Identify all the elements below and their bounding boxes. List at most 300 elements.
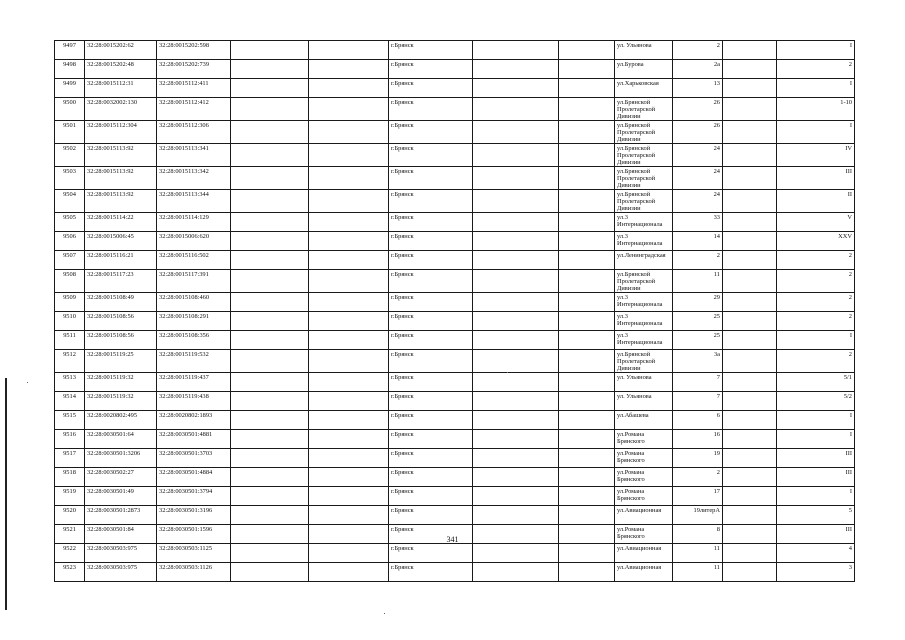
empty-cell	[559, 79, 615, 98]
apartment-number: 2	[777, 270, 855, 293]
cadastral-number-object: 32:28:0030501:4881	[157, 430, 231, 449]
empty-cell	[309, 487, 389, 506]
empty-cell	[559, 232, 615, 251]
empty-cell	[309, 190, 389, 213]
table-row	[55, 468, 855, 487]
row-number: 9519	[55, 487, 85, 506]
cadastral-number-land: 32:28:0030501:2873	[85, 506, 157, 525]
house-number: 24	[673, 167, 723, 190]
empty-cell	[309, 167, 389, 190]
cadastral-number-land: 32:28:0015113:92	[85, 144, 157, 167]
apartment-number: I	[777, 331, 855, 350]
empty-cell	[723, 60, 777, 79]
apartment-number: 3	[777, 563, 855, 582]
empty-cell	[723, 167, 777, 190]
empty-cell	[559, 60, 615, 79]
empty-cell	[559, 213, 615, 232]
cadastral-number-land: 32:28:0030502:27	[85, 468, 157, 487]
city-cell: г.Брянск	[389, 373, 473, 392]
empty-cell	[231, 411, 309, 430]
cadastral-number-land: 32:28:0015108:56	[85, 331, 157, 350]
street-cell: ул.Брянской Пролетарской Дивизии	[615, 144, 673, 167]
city-cell: г.Брянск	[389, 251, 473, 270]
empty-cell	[723, 506, 777, 525]
table-row	[55, 60, 855, 79]
apartment-number: I	[777, 487, 855, 506]
empty-cell	[473, 449, 559, 468]
house-number: 19литерА	[673, 506, 723, 525]
cadastral-number-land: 32:28:0015202:62	[85, 41, 157, 60]
empty-cell	[231, 430, 309, 449]
empty-cell	[723, 98, 777, 121]
street-cell: ул.Бурова	[615, 60, 673, 79]
empty-cell	[559, 331, 615, 350]
empty-cell	[231, 98, 309, 121]
empty-cell	[309, 392, 389, 411]
row-number: 9518	[55, 468, 85, 487]
empty-cell	[231, 213, 309, 232]
empty-cell	[231, 144, 309, 167]
cadastral-number-land: 32:28:0015114:22	[85, 213, 157, 232]
house-number: 2	[673, 41, 723, 60]
city-cell: г.Брянск	[389, 98, 473, 121]
empty-cell	[559, 312, 615, 331]
empty-cell	[473, 98, 559, 121]
house-number: 25	[673, 312, 723, 331]
empty-cell	[559, 449, 615, 468]
empty-cell	[309, 331, 389, 350]
row-number: 9497	[55, 41, 85, 60]
house-number: 24	[673, 144, 723, 167]
street-cell: ул.Харьковская	[615, 79, 673, 98]
table-row	[55, 190, 855, 213]
table-row	[55, 213, 855, 232]
row-number: 9508	[55, 270, 85, 293]
street-cell: ул.Брянской Пролетарской Дивизии	[615, 350, 673, 373]
empty-cell	[473, 251, 559, 270]
house-number: 8	[673, 525, 723, 544]
apartment-number: 5/2	[777, 392, 855, 411]
scan-speck	[507, 372, 508, 373]
house-number: 19	[673, 449, 723, 468]
apartment-number: III	[777, 525, 855, 544]
empty-cell	[559, 251, 615, 270]
cadastral-number-object: 32:28:0015108:356	[157, 331, 231, 350]
cadastral-number-object: 32:28:0015119:438	[157, 392, 231, 411]
table-row	[55, 487, 855, 506]
empty-cell	[473, 331, 559, 350]
street-cell: ул.Авиационная	[615, 506, 673, 525]
cadastral-number-land: 32:28:0030501:64	[85, 430, 157, 449]
empty-cell	[559, 430, 615, 449]
empty-cell	[231, 487, 309, 506]
cadastral-number-land: 32:28:0015113:92	[85, 167, 157, 190]
row-number: 9499	[55, 79, 85, 98]
row-number: 9502	[55, 144, 85, 167]
empty-cell	[309, 411, 389, 430]
row-number: 9507	[55, 251, 85, 270]
city-cell: г.Брянск	[389, 79, 473, 98]
empty-cell	[231, 60, 309, 79]
city-cell: г.Брянск	[389, 60, 473, 79]
house-number: 11	[673, 544, 723, 563]
city-cell: г.Брянск	[389, 487, 473, 506]
street-cell: ул. Ульянова	[615, 392, 673, 411]
empty-cell	[559, 270, 615, 293]
cadastral-number-object: 32:28:0030503:1126	[157, 563, 231, 582]
city-cell: г.Брянск	[389, 525, 473, 544]
street-cell: ул.Ленинградская	[615, 251, 673, 270]
city-cell: г.Брянск	[389, 293, 473, 312]
table-row	[55, 144, 855, 167]
empty-cell	[559, 190, 615, 213]
empty-cell	[231, 41, 309, 60]
table-row	[55, 270, 855, 293]
house-number: 33	[673, 213, 723, 232]
empty-cell	[473, 392, 559, 411]
empty-cell	[723, 563, 777, 582]
cadastral-number-land: 32:28:0030501:3206	[85, 449, 157, 468]
table-row	[55, 312, 855, 331]
scan-speck	[27, 382, 28, 383]
empty-cell	[473, 270, 559, 293]
cadastral-number-land: 32:28:0030503:975	[85, 563, 157, 582]
empty-cell	[723, 144, 777, 167]
house-number: 13	[673, 79, 723, 98]
table-row	[55, 373, 855, 392]
empty-cell	[559, 167, 615, 190]
empty-cell	[559, 392, 615, 411]
empty-cell	[473, 41, 559, 60]
empty-cell	[473, 506, 559, 525]
cadastral-number-object: 32:28:0015113:344	[157, 190, 231, 213]
street-cell: ул.Романа Брянского	[615, 430, 673, 449]
empty-cell	[723, 331, 777, 350]
row-number: 9516	[55, 430, 85, 449]
row-number: 9513	[55, 373, 85, 392]
row-number: 9505	[55, 213, 85, 232]
cadastral-number-object: 32:28:0015116:502	[157, 251, 231, 270]
empty-cell	[309, 506, 389, 525]
apartment-number: III	[777, 449, 855, 468]
cadastral-number-land: 32:28:0015108:56	[85, 312, 157, 331]
cadastral-number-object: 32:28:0015108:460	[157, 293, 231, 312]
empty-cell	[723, 270, 777, 293]
empty-cell	[723, 232, 777, 251]
empty-cell	[473, 468, 559, 487]
empty-cell	[473, 487, 559, 506]
empty-cell	[231, 449, 309, 468]
empty-cell	[473, 312, 559, 331]
table-row	[55, 506, 855, 525]
city-cell: г.Брянск	[389, 544, 473, 563]
city-cell: г.Брянск	[389, 213, 473, 232]
registry-body	[55, 41, 855, 582]
house-number: 2а	[673, 60, 723, 79]
house-number: 6	[673, 411, 723, 430]
house-number: 26	[673, 121, 723, 144]
row-number: 9498	[55, 60, 85, 79]
empty-cell	[723, 430, 777, 449]
empty-cell	[559, 468, 615, 487]
empty-cell	[723, 79, 777, 98]
empty-cell	[231, 312, 309, 331]
empty-cell	[559, 563, 615, 582]
city-cell: г.Брянск	[389, 350, 473, 373]
street-cell: ул.Романа Брянского	[615, 468, 673, 487]
empty-cell	[231, 293, 309, 312]
cadastral-number-land: 32:28:0015006:45	[85, 232, 157, 251]
cadastral-number-object: 32:28:0015119:532	[157, 350, 231, 373]
row-number: 9520	[55, 506, 85, 525]
cadastral-number-land: 32:28:0015116:21	[85, 251, 157, 270]
empty-cell	[309, 60, 389, 79]
empty-cell	[473, 213, 559, 232]
table-row	[55, 411, 855, 430]
empty-cell	[231, 251, 309, 270]
empty-cell	[309, 121, 389, 144]
empty-cell	[723, 468, 777, 487]
empty-cell	[473, 544, 559, 563]
street-cell: ул. Ульянова	[615, 41, 673, 60]
cadastral-number-land: 32:28:0015119:32	[85, 392, 157, 411]
cadastral-number-object: 32:28:0015112:412	[157, 98, 231, 121]
table-row	[55, 544, 855, 563]
empty-cell	[473, 144, 559, 167]
cadastral-number-object: 32:28:0030503:1125	[157, 544, 231, 563]
street-cell: ул.Брянской Пролетарской Дивизии	[615, 121, 673, 144]
street-cell: ул.Романа Брянского	[615, 525, 673, 544]
cadastral-number-object: 32:28:0015202:739	[157, 60, 231, 79]
empty-cell	[231, 331, 309, 350]
row-number: 9523	[55, 563, 85, 582]
street-cell: ул.Романа Брянского	[615, 487, 673, 506]
empty-cell	[723, 487, 777, 506]
table-row	[55, 331, 855, 350]
empty-cell	[309, 563, 389, 582]
cadastral-number-land: 32:28:0015112:31	[85, 79, 157, 98]
empty-cell	[723, 373, 777, 392]
page-number: 341	[446, 535, 459, 544]
cadastral-number-object: 32:28:0015006:620	[157, 232, 231, 251]
apartment-number: XXV	[777, 232, 855, 251]
table-row	[55, 350, 855, 373]
house-number: 14	[673, 232, 723, 251]
empty-cell	[559, 41, 615, 60]
house-number: 26	[673, 98, 723, 121]
house-number: 3а	[673, 350, 723, 373]
empty-cell	[309, 144, 389, 167]
table-row	[55, 563, 855, 582]
empty-cell	[309, 350, 389, 373]
cadastral-number-object: 32:28:0015108:291	[157, 312, 231, 331]
apartment-number: I	[777, 79, 855, 98]
street-cell: ул.Брянской Пролетарской Дивизии	[615, 190, 673, 213]
house-number: 2	[673, 468, 723, 487]
table-row	[55, 392, 855, 411]
apartment-number: III	[777, 167, 855, 190]
apartment-number: 1-10	[777, 98, 855, 121]
apartment-number: 2	[777, 60, 855, 79]
apartment-number: 4	[777, 544, 855, 563]
empty-cell	[473, 232, 559, 251]
cadastral-number-land: 32:28:0020802:495	[85, 411, 157, 430]
empty-cell	[723, 293, 777, 312]
city-cell: г.Брянск	[389, 167, 473, 190]
street-cell: ул.Романа Брянского	[615, 449, 673, 468]
empty-cell	[723, 190, 777, 213]
cadastral-number-object: 32:28:0015113:341	[157, 144, 231, 167]
city-cell: г.Брянск	[389, 506, 473, 525]
row-number: 9501	[55, 121, 85, 144]
table-row	[55, 98, 855, 121]
apartment-number: IV	[777, 144, 855, 167]
apartment-number: 2	[777, 251, 855, 270]
street-cell: ул.3 Интернационала	[615, 331, 673, 350]
street-cell: ул.3 Интернационала	[615, 232, 673, 251]
city-cell: г.Брянск	[389, 312, 473, 331]
empty-cell	[473, 350, 559, 373]
cadastral-number-land: 32:28:0015112:304	[85, 121, 157, 144]
city-cell: г.Брянск	[389, 331, 473, 350]
apartment-number: I	[777, 430, 855, 449]
cadastral-number-land: 32:28:0030501:49	[85, 487, 157, 506]
row-number: 9510	[55, 312, 85, 331]
city-cell: г.Брянск	[389, 121, 473, 144]
empty-cell	[473, 79, 559, 98]
empty-cell	[723, 121, 777, 144]
registry-table	[54, 40, 855, 582]
empty-cell	[559, 411, 615, 430]
empty-cell	[559, 144, 615, 167]
cadastral-number-land: 32:28:0015117:23	[85, 270, 157, 293]
empty-cell	[231, 79, 309, 98]
empty-cell	[309, 79, 389, 98]
empty-cell	[723, 392, 777, 411]
table-row	[55, 449, 855, 468]
house-number: 24	[673, 190, 723, 213]
empty-cell	[309, 293, 389, 312]
empty-cell	[473, 121, 559, 144]
empty-cell	[309, 98, 389, 121]
cadastral-number-object: 32:28:0030501:1596	[157, 525, 231, 544]
empty-cell	[473, 190, 559, 213]
street-cell: ул.Брянской Пролетарской Дивизии	[615, 270, 673, 293]
empty-cell	[559, 293, 615, 312]
row-number: 9506	[55, 232, 85, 251]
apartment-number: 2	[777, 293, 855, 312]
apartment-number: V	[777, 213, 855, 232]
scan-speck	[384, 613, 385, 614]
apartment-number: 2	[777, 350, 855, 373]
empty-cell	[723, 411, 777, 430]
cadastral-number-object: 32:28:0030501:4884	[157, 468, 231, 487]
empty-cell	[309, 468, 389, 487]
row-number: 9515	[55, 411, 85, 430]
cadastral-number-land: 32:28:0015202:48	[85, 60, 157, 79]
house-number: 2	[673, 251, 723, 270]
empty-cell	[231, 563, 309, 582]
cadastral-number-object: 32:28:0015117:391	[157, 270, 231, 293]
house-number: 11	[673, 270, 723, 293]
empty-cell	[309, 251, 389, 270]
empty-cell	[231, 167, 309, 190]
street-cell: ул.Брянской Пролетарской Дивизии	[615, 98, 673, 121]
empty-cell	[473, 411, 559, 430]
table-row	[55, 79, 855, 98]
cadastral-number-object: 32:28:0020802:1893	[157, 411, 231, 430]
empty-cell	[231, 544, 309, 563]
empty-cell	[559, 373, 615, 392]
apartment-number: I	[777, 411, 855, 430]
empty-cell	[309, 449, 389, 468]
city-cell: г.Брянск	[389, 392, 473, 411]
empty-cell	[473, 563, 559, 582]
empty-cell	[473, 430, 559, 449]
empty-cell	[309, 544, 389, 563]
cadastral-number-object: 32:28:0015112:306	[157, 121, 231, 144]
cadastral-number-land: 32:28:0015119:32	[85, 373, 157, 392]
row-number: 9500	[55, 98, 85, 121]
row-number: 9521	[55, 525, 85, 544]
empty-cell	[723, 449, 777, 468]
empty-cell	[559, 506, 615, 525]
house-number: 7	[673, 373, 723, 392]
empty-cell	[723, 544, 777, 563]
empty-cell	[723, 41, 777, 60]
row-number: 9511	[55, 331, 85, 350]
empty-cell	[723, 213, 777, 232]
empty-cell	[309, 232, 389, 251]
city-cell: г.Брянск	[389, 232, 473, 251]
cadastral-number-object: 32:28:0030501:3794	[157, 487, 231, 506]
city-cell: г.Брянск	[389, 41, 473, 60]
city-cell: г.Брянск	[389, 270, 473, 293]
empty-cell	[473, 293, 559, 312]
empty-cell	[473, 373, 559, 392]
apartment-number: I	[777, 121, 855, 144]
street-cell: ул.3 Интернационала	[615, 312, 673, 331]
city-cell: г.Брянск	[389, 144, 473, 167]
street-cell: ул.Брянской Пролетарской Дивизии	[615, 167, 673, 190]
cadastral-number-object: 32:28:0015113:342	[157, 167, 231, 190]
cadastral-number-object: 32:28:0015112:411	[157, 79, 231, 98]
cadastral-number-object: 32:28:0030501:3703	[157, 449, 231, 468]
table-row	[55, 251, 855, 270]
apartment-number: 2	[777, 312, 855, 331]
city-cell: г.Брянск	[389, 190, 473, 213]
empty-cell	[473, 167, 559, 190]
row-number: 9517	[55, 449, 85, 468]
cadastral-number-object: 32:28:0015119:437	[157, 373, 231, 392]
empty-cell	[559, 98, 615, 121]
street-cell: ул.Абашева	[615, 411, 673, 430]
table-row	[55, 167, 855, 190]
empty-cell	[309, 373, 389, 392]
apartment-number: I	[777, 41, 855, 60]
house-number: 17	[673, 487, 723, 506]
row-number: 9509	[55, 293, 85, 312]
house-number: 11	[673, 563, 723, 582]
city-cell: г.Брянск	[389, 449, 473, 468]
empty-cell	[231, 392, 309, 411]
house-number: 29	[673, 293, 723, 312]
cadastral-number-object: 32:28:0030501:3196	[157, 506, 231, 525]
table-row	[55, 430, 855, 449]
cadastral-number-object: 32:28:0015202:598	[157, 41, 231, 60]
apartment-number: III	[777, 468, 855, 487]
street-cell: ул.3 Интернационала	[615, 293, 673, 312]
